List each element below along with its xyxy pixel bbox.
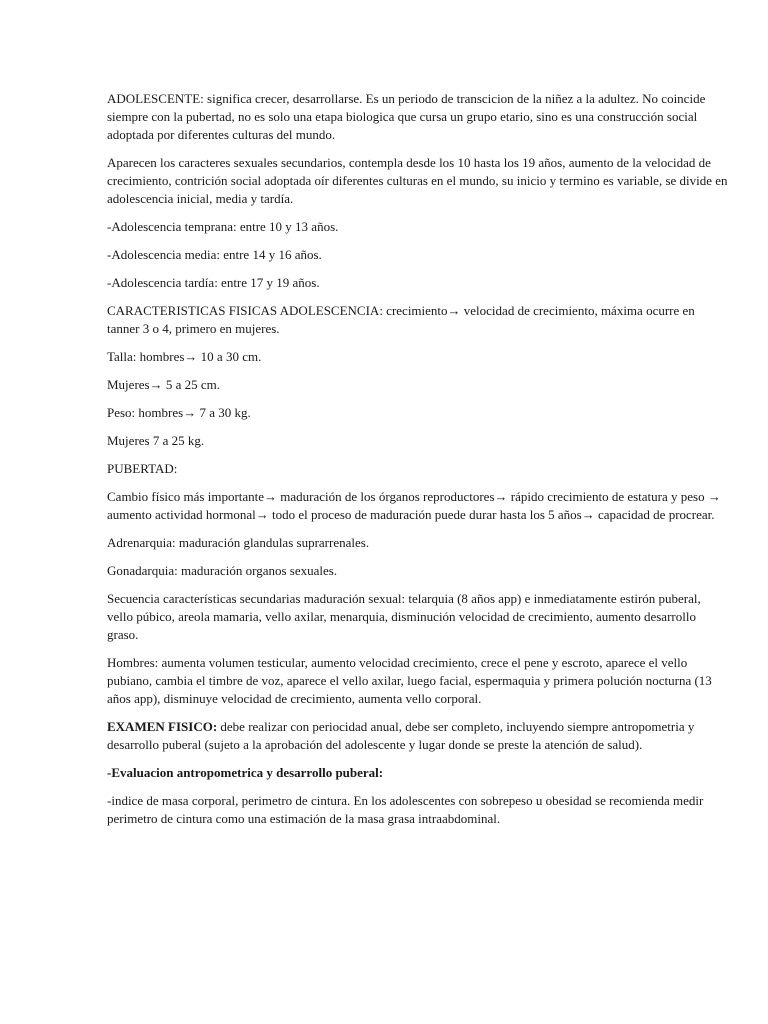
paragraph-weight-men: Peso: hombres→ 7 a 30 kg.	[107, 405, 251, 420]
paragraph-gonadarquia: Gonadarquia: maduración organos sexuales.	[107, 563, 338, 578]
paragraph-late-adolescence: -Adolescencia tardía: entre 17 y 19 años.	[107, 275, 320, 290]
paragraph-adrenarquia: Adrenarquia: maduración glandulas suprarrenales.	[107, 535, 370, 550]
paragraph-physical-change: Cambio físico más importante→ maduración de los órganos reproductores→ rápido crecimiento de estatura y peso → aumento actividad hormonal→ todo el proceso de maduración puede durar hasta los 5 años→ capacidad de procrear.	[107, 489, 721, 522]
paragraph-physical-exam	[107, 718, 728, 754]
physical-exam-label: EXAMEN FISICO:	[107, 719, 218, 734]
heading-pubertad: PUBERTAD:	[107, 461, 178, 476]
paragraph-secondary-characteristics: Aparecen los caracteres sexuales secundarios, contempla desde los 10 hasta los 19 años, aumento de la velocidad de crecimiento, contrición social adoptada oír diferentes culturas en el mundo, su inicio y termino es variable, se divide en adolescencia inicial, media y tardía.	[107, 155, 728, 206]
paragraph-physical-characteristics: CARACTERISTICAS FISICAS ADOLESCENCIA: crecimiento→ velocidad de crecimiento, máxima ocurre en tanner 3 o 4, primero en mujeres.	[107, 303, 695, 336]
paragraph-height-women: Mujeres→ 5 a 25 cm.	[107, 377, 221, 392]
physical-exam-text: debe realizar con periocidad anual, debe ser completo, incluyendo siempre antropometria y desarrollo puberal (sujeto a la aprobación del adolescente y lugar donde se preste la atención de salud).	[107, 719, 695, 752]
paragraph-weight-women: Mujeres 7 a 25 kg.	[107, 433, 205, 448]
paragraph-early-adolescence: -Adolescencia temprana: entre 10 y 13 años.	[107, 219, 339, 234]
heading-anthropometric-evaluation	[107, 764, 728, 782]
paragraph-middle-adolescence: -Adolescencia media: entre 14 y 16 años.	[107, 247, 322, 262]
paragraph-men-changes: Hombres: aumenta volumen testicular, aumento velocidad crecimiento, crece el pene y escroto, aparece el vello pubiano, cambia el timbre de voz, aparece el vello axilar, luego facial, espermaquia y primera polución nocturna (13 años app), disminuye velocidad de crecimiento, aumenta vello corporal.	[107, 655, 712, 706]
anthropometric-evaluation-label: -Evaluacion antropometrica y desarrollo puberal:	[107, 765, 384, 780]
paragraph-adolescente-definition: ADOLESCENTE: significa crecer, desarrollarse. Es un periodo de transcicion de la niñez a la adultez. No coincide siempre con la pubertad, no es solo una etapa biologica que cursa un grupo etario, sino es una construcción social adoptada por diferentes culturas del mundo.	[107, 91, 706, 142]
paragraph-sexual-maturation-sequence: Secuencia características secundarias maduración sexual: telarquia (8 años app) e inmediatamente estirón puberal, vello púbico, areola mamaria, vello axilar, menarquia, disminución velocidad de crecimiento, aumento desarrollo graso.	[107, 591, 701, 642]
paragraph-height-men: Talla: hombres→ 10 a 30 cm.	[107, 349, 262, 364]
paragraph-body-mass-index: -indice de masa corporal, perimetro de cintura. En los adolescentes con sobrepeso u obesidad se recomienda medir perimetro de cintura como una estimación de la masa grasa intraabdominal.	[107, 793, 704, 826]
